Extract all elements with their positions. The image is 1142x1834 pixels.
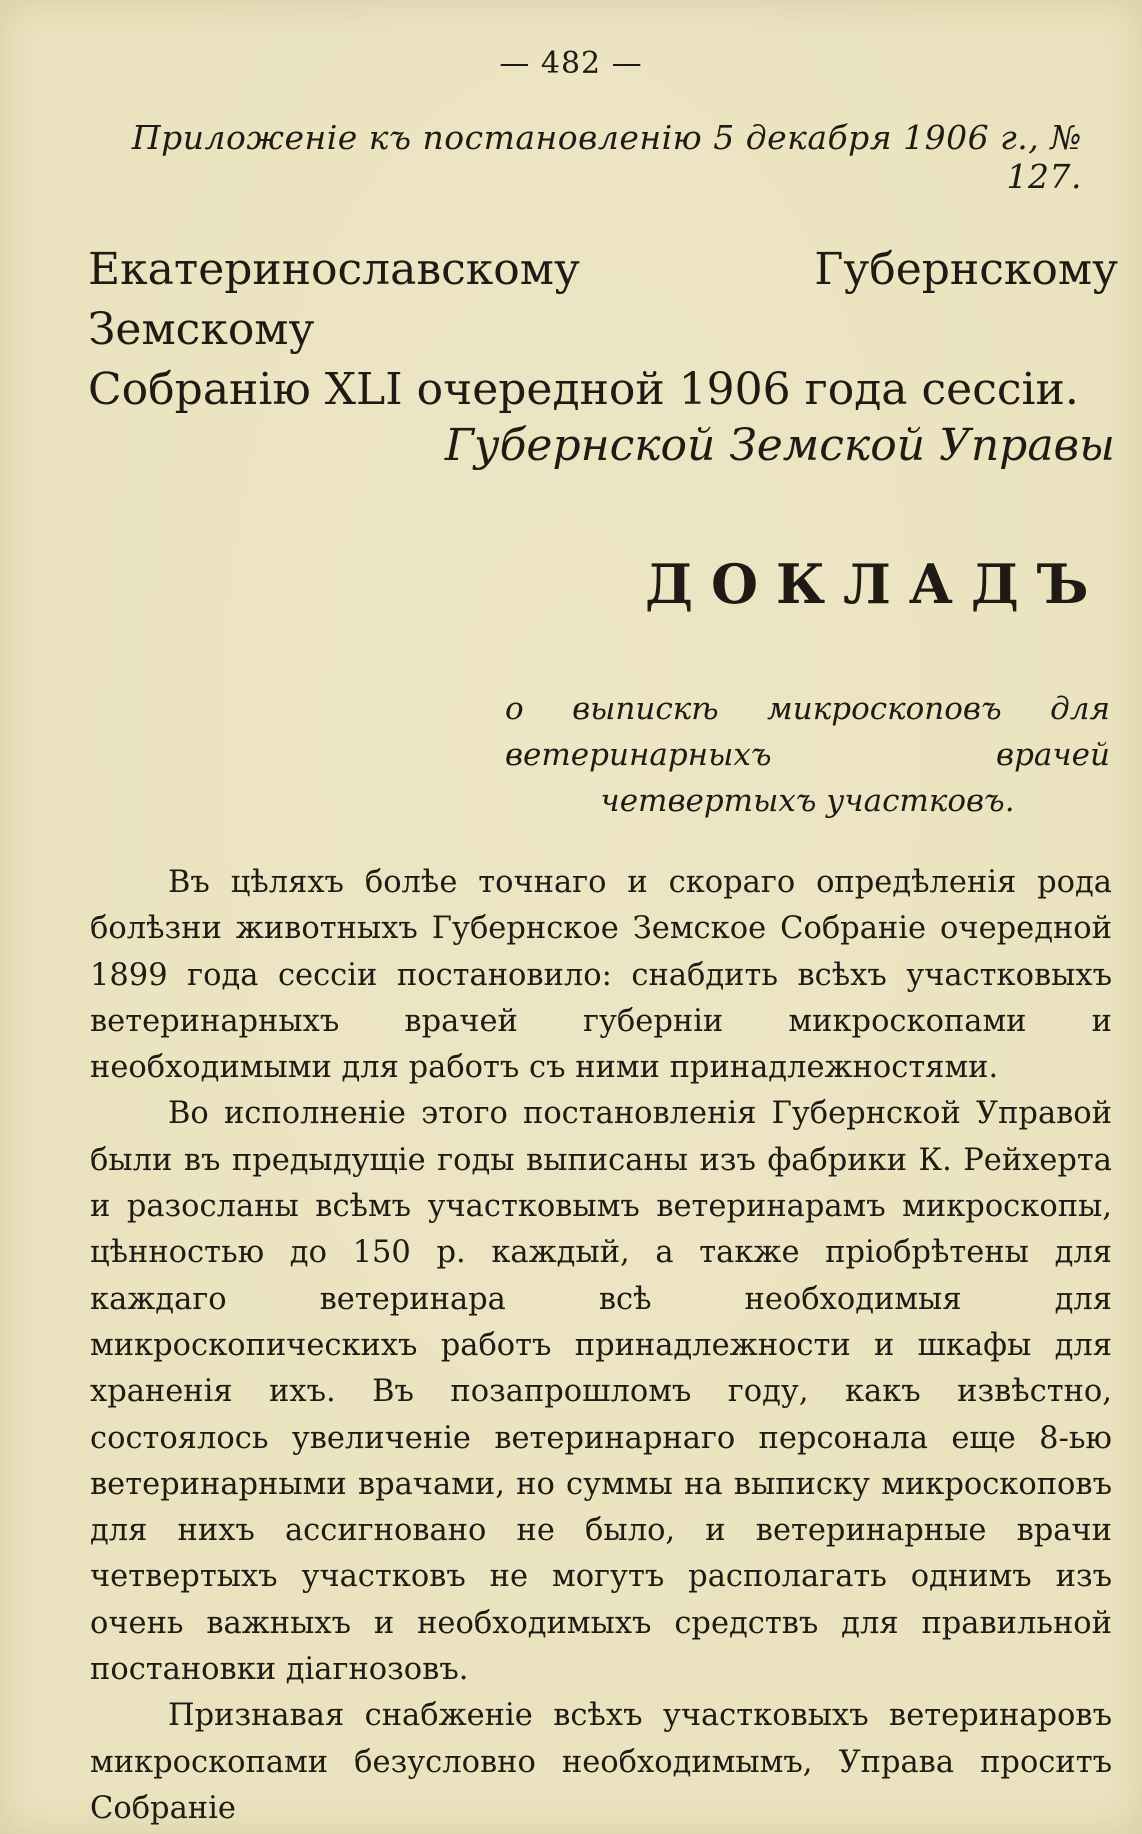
paragraph-3: Признавая снабженiе всѣхъ участковыхъ ветеринаровъ микроскопами безусловно необходимымъ, Управа проситъ Собранiе: [90, 1698, 1112, 1826]
addressee-line-1: Екатеринославскому Губернскому Земскому: [88, 244, 1118, 355]
paragraph-2: Во исполненiе этого постановленiя Губернской Управой были въ предыдущiе годы выписаны изъ фабрики К. Рейхерта и разосланы всѣмъ участковымъ ветеринарамъ микроскопы, цѣнностью до 150 р. каждый, а также прiобрѣтены для каждаго ветеринара всѣ необходимыя для микроскопическихъ работъ принадлежности и шкафы для храненiя ихъ. Въ позапрошломъ году, какъ извѣстно, состоялось увеличенiе ветеринарнаго персонала еще 8-ью ветеринарными врачами, но суммы на выписку микроскоповъ для нихъ ассигновано не было, и ветеринарные врачи четвертыхъ участковъ не могутъ располагать однимъ изъ очень важныхъ и необходимыхъ средствъ для правильной постановки дiагнозовъ.: [90, 1096, 1112, 1688]
body-text: [90, 860, 1112, 1832]
appendix-note: Приложенiе къ постановленiю 5 декабря 1906 г., № 127.: [131, 118, 1082, 196]
page-number: — 482 —: [499, 46, 643, 81]
paragraph-1: Въ цѣляхъ болѣе точнаго и скораго опредѣленія рода болѣзни животныхъ Губернское Земское Собранiе очередной 1899 года сессiи постановило: снабдить всѣхъ участковыхъ ветеринарныхъ врачей губернiи микроскопами и необходимыми для работъ съ ними принадлежностями.: [90, 865, 1112, 1086]
issuing-body: Губернской Земской Управы: [444, 420, 1115, 471]
addressee-line-2: Собранiю XLI очередной 1906 года сессiи.: [88, 364, 1079, 415]
document-subject: о выпискѣ микроскоповъ для ветеринарныхъ врачей четвертыхъ участковъ.: [505, 691, 1110, 819]
addressee-heading: [88, 240, 1118, 420]
document-type-title: ДОКЛАДЪ: [645, 552, 1107, 616]
